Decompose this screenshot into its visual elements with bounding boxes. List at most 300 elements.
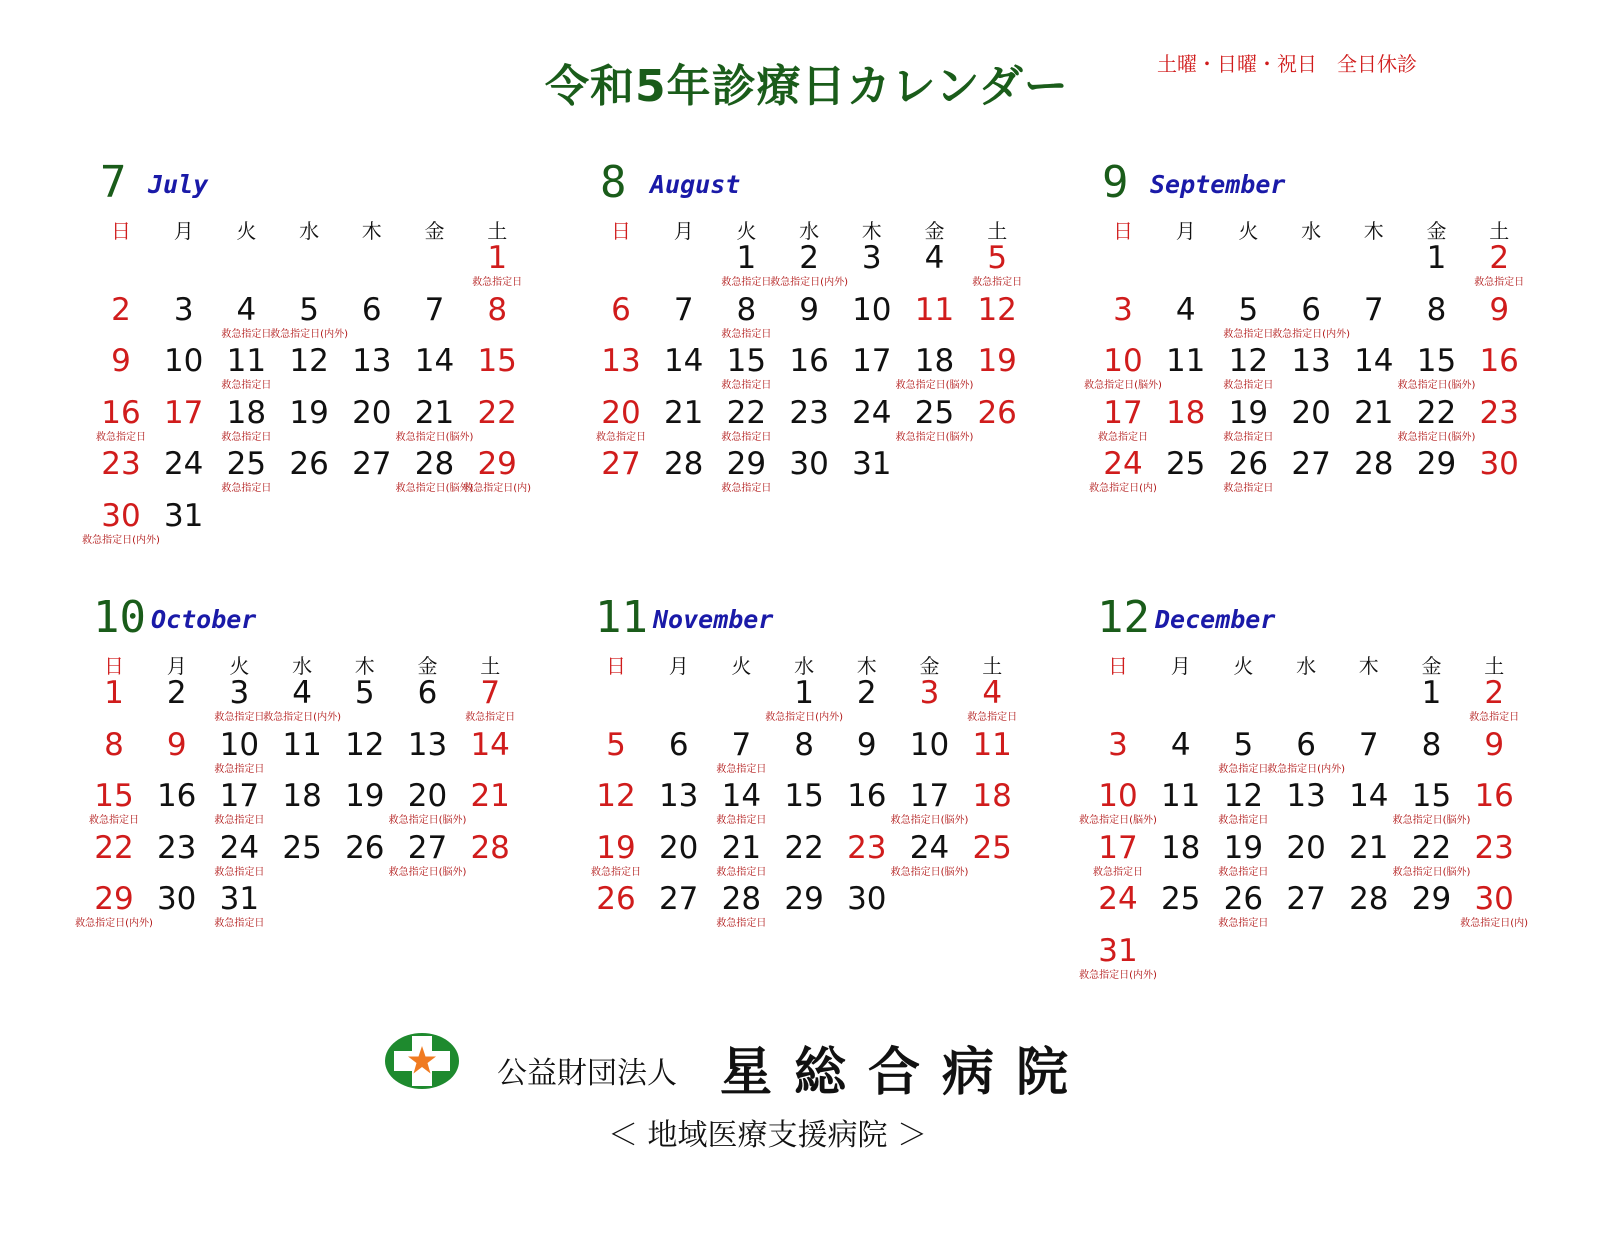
emergency-day-note: 救急指定日 [721, 277, 772, 288]
day-number: 21 [1354, 394, 1394, 431]
day-number: 23 [156, 829, 197, 866]
day-cell [715, 446, 777, 496]
day-number: 6 [668, 726, 689, 763]
day-number: 27 [352, 446, 392, 482]
day-cell [710, 830, 772, 880]
day-cell [770, 240, 848, 290]
day-cell [90, 446, 152, 496]
day-cell [1217, 343, 1279, 393]
month-name: October [151, 605, 257, 634]
day-number: 23 [1479, 394, 1519, 431]
month-name: November [653, 605, 774, 634]
day-number: 9 [1484, 726, 1505, 763]
day-number: 16 [1474, 778, 1514, 814]
day-number: 12 [596, 778, 636, 814]
day-number: 30 [789, 446, 829, 482]
day-number: 6 [361, 291, 382, 328]
weekday-label: 月 [1170, 654, 1191, 678]
emergency-day-note: 救急指定日 [472, 277, 523, 288]
emergency-day-note: 救急指定日 [596, 431, 646, 443]
day-number: 10 [1103, 343, 1143, 379]
day-cell [773, 830, 835, 880]
day-number: 6 [1296, 726, 1316, 763]
day-number: 4 [982, 675, 1003, 711]
day-cell [404, 343, 466, 393]
weekday-label: 木 [861, 219, 882, 243]
day-cell [895, 343, 974, 393]
day-number: 8 [794, 726, 814, 763]
day-number: 21 [663, 394, 704, 431]
day-cell [1212, 881, 1274, 931]
day-number: 12 [977, 291, 1017, 328]
day-cell [278, 395, 340, 445]
day-number: 31 [219, 881, 260, 917]
day-number: 15 [1416, 343, 1457, 379]
day-number: 13 [352, 343, 392, 379]
day-cell [1343, 292, 1405, 342]
day-number: 11 [282, 726, 322, 763]
day-number: 11 [972, 726, 1012, 763]
day-cell [341, 292, 403, 342]
day-number: 18 [914, 343, 955, 379]
day-number: 6 [611, 291, 631, 328]
emergency-day-note: 救急指定日 [591, 866, 641, 878]
day-number: 13 [407, 726, 448, 763]
day-number: 6 [417, 675, 438, 711]
day-number: 28 [414, 446, 455, 482]
emergency-day-note: 救急指定日(脳外) [1392, 866, 1471, 878]
emergency-day-note: 救急指定日 [96, 431, 146, 443]
day-number: 15 [94, 778, 134, 814]
day-number: 19 [977, 343, 1017, 379]
day-number: 20 [1286, 829, 1326, 866]
day-number: 17 [1103, 394, 1143, 431]
day-number: 8 [1421, 726, 1442, 763]
day-cell [715, 343, 777, 393]
day-cell [966, 343, 1028, 393]
day-cell [1280, 343, 1342, 393]
day-number: 19 [345, 778, 385, 814]
day-cell [1397, 343, 1476, 393]
day-cell [153, 498, 215, 548]
day-number: 10 [1098, 778, 1138, 814]
weekday-label: 日 [606, 654, 626, 678]
day-cell [899, 727, 961, 777]
month-name: July [148, 170, 209, 199]
weekday-label: 金 [424, 219, 445, 243]
weekday-label: 水 [794, 654, 815, 678]
day-number: 29 [477, 446, 517, 482]
day-number: 29 [1416, 446, 1457, 482]
day-number: 8 [104, 726, 124, 763]
day-cell [1397, 394, 1476, 445]
emergency-day-note: 救急指定日(内) [463, 483, 532, 494]
emergency-day-note: 救急指定日(内外) [770, 277, 848, 288]
day-number: 8 [1426, 291, 1447, 328]
day-number: 16 [156, 778, 197, 814]
emergency-day-note: 救急指定日 [1218, 815, 1269, 826]
day-cell [966, 292, 1028, 342]
day-number: 27 [1286, 881, 1326, 917]
day-cell [1087, 881, 1149, 931]
weekday-label: 火 [1238, 219, 1259, 243]
weekday-label: 日 [1113, 219, 1133, 243]
day-cell [1275, 881, 1337, 931]
day-number: 23 [101, 446, 141, 482]
day-number: 29 [1411, 881, 1452, 917]
emergency-day-note: 救急指定日 [1218, 866, 1269, 878]
day-number: 18 [226, 394, 267, 431]
day-number: 27 [658, 881, 699, 917]
day-number: 14 [663, 343, 704, 379]
emergency-day-note: 救急指定日 [214, 918, 265, 929]
day-cell [836, 727, 898, 777]
day-number: 11 [1160, 778, 1201, 814]
emergency-day-note: 救急指定日 [1223, 431, 1274, 443]
day-number: 20 [601, 394, 641, 431]
day-number: 7 [1363, 291, 1384, 328]
month-name: September [1150, 170, 1286, 199]
day-number: 1 [1426, 240, 1447, 276]
day-number: 5 [1238, 291, 1259, 328]
emergency-day-note: 救急指定日(内外) [1272, 328, 1350, 340]
day-number: 1 [487, 240, 508, 276]
day-number: 13 [658, 778, 699, 814]
day-cell [208, 778, 270, 828]
day-number: 20 [658, 829, 699, 866]
emergency-day-note: 救急指定日(内外) [1267, 763, 1345, 775]
weekday-label: 水 [799, 219, 820, 243]
day-cell [1392, 778, 1471, 828]
day-number: 17 [852, 343, 892, 379]
day-number: 17 [909, 778, 950, 814]
day-cell [404, 292, 466, 342]
day-number: 24 [163, 446, 204, 482]
day-number: 15 [784, 778, 824, 814]
day-cell [83, 830, 145, 880]
day-cell [1468, 292, 1530, 342]
day-number: 22 [1416, 394, 1457, 431]
emergency-day-note: 救急指定日(脳外) [890, 815, 969, 826]
day-number: 5 [987, 240, 1008, 276]
day-number: 7 [731, 726, 752, 763]
day-number: 16 [1479, 343, 1519, 379]
day-number: 23 [847, 829, 887, 866]
day-cell [836, 881, 898, 931]
day-number: 8 [487, 291, 508, 328]
day-number: 7 [424, 291, 445, 328]
weekday-label: 火 [236, 219, 257, 243]
day-cell [270, 291, 348, 342]
day-number: 29 [726, 446, 767, 482]
emergency-day-note: 救急指定日 [721, 328, 772, 340]
day-number: 28 [470, 829, 510, 866]
day-cell [590, 343, 652, 393]
weekday-label: 日 [104, 654, 124, 678]
day-number: 30 [1479, 446, 1519, 482]
month-header [595, 590, 1065, 650]
month-header [1097, 590, 1567, 650]
day-number: 7 [1358, 726, 1379, 763]
day-number: 11 [914, 291, 955, 328]
emergency-day-note: 救急指定日(内) [1460, 918, 1529, 929]
day-number: 24 [1098, 881, 1138, 917]
emergency-day-note: 救急指定日(脳外) [1079, 815, 1157, 826]
day-number: 19 [1228, 394, 1269, 431]
day-cell [208, 881, 270, 931]
day-number: 2 [799, 240, 819, 276]
day-cell [890, 829, 969, 880]
day-number: 5 [299, 291, 319, 328]
day-cell [459, 675, 521, 725]
weekday-label: 金 [924, 219, 945, 243]
day-cell [1272, 291, 1350, 342]
day-number: 13 [1286, 778, 1326, 814]
emergency-day-note: 救急指定日 [1223, 483, 1274, 494]
day-number: 9 [799, 291, 819, 328]
calendar-title: 令和5年診療日カレンダー [545, 61, 1069, 112]
emergency-day-note: 救急指定日 [716, 763, 767, 775]
day-cell [710, 881, 772, 931]
emergency-day-note: 救急指定日 [214, 763, 265, 775]
emergency-day-note: 救急指定日(内外) [82, 534, 160, 546]
day-cell [90, 343, 152, 393]
day-cell [459, 830, 521, 880]
day-number: 2 [1484, 675, 1505, 711]
day-cell [773, 881, 835, 931]
emergency-day-note: 救急指定日 [716, 918, 767, 929]
emergency-day-note: 救急指定日(内外) [263, 712, 341, 723]
emergency-day-note: 救急指定日(内外) [1079, 969, 1157, 981]
day-number: 25 [1160, 881, 1201, 917]
weekday-label: 月 [173, 219, 194, 243]
day-number: 24 [909, 829, 950, 866]
day-number: 3 [919, 675, 940, 711]
weekday-label: 月 [1175, 219, 1196, 243]
day-cell [1406, 446, 1468, 496]
day-cell [271, 778, 333, 828]
day-cell [83, 727, 145, 777]
day-number: 13 [601, 343, 641, 379]
emergency-day-note: 救急指定日 [214, 815, 265, 826]
weekday-label: 金 [1426, 219, 1447, 243]
month-number: 11 [595, 592, 648, 643]
month-header [600, 155, 1070, 215]
day-cell [395, 394, 474, 445]
weekday-label: 水 [1296, 654, 1317, 678]
day-number: 2 [1489, 240, 1510, 276]
day-cell [778, 292, 840, 342]
day-number: 20 [1291, 394, 1331, 431]
day-number: 21 [414, 394, 455, 431]
day-number: 30 [847, 881, 887, 917]
day-number: 17 [219, 778, 260, 814]
day-number: 20 [407, 778, 448, 814]
emergency-day-note: 救急指定日 [214, 712, 265, 723]
day-number: 9 [111, 343, 131, 379]
day-cell [463, 446, 532, 496]
hospital-logo [384, 1032, 460, 1090]
day-number: 24 [852, 394, 892, 431]
day-number: 10 [852, 291, 892, 328]
day-number: 22 [726, 394, 767, 431]
day-number: 31 [163, 497, 204, 534]
day-number: 4 [236, 291, 257, 328]
day-number: 23 [1474, 829, 1514, 866]
day-number: 27 [1291, 446, 1331, 482]
day-cell [1089, 446, 1157, 496]
day-number: 3 [861, 240, 882, 276]
day-number: 13 [1291, 343, 1331, 379]
emergency-day-note: 救急指定日(脳外) [895, 431, 974, 443]
day-number: 4 [1175, 291, 1196, 328]
month-number: 9 [1102, 157, 1129, 208]
weekday-label: 金 [1421, 654, 1442, 678]
day-number: 27 [407, 829, 448, 866]
day-number: 21 [1349, 829, 1389, 866]
emergency-day-note: 救急指定日(内外) [75, 918, 153, 929]
day-number: 5 [1233, 726, 1254, 763]
month-number: 8 [600, 157, 627, 208]
emergency-day-note: 救急指定日(脳外) [1397, 380, 1476, 391]
day-cell [208, 727, 270, 777]
emergency-day-note: 救急指定日(内外) [270, 328, 348, 340]
day-cell [1463, 778, 1525, 828]
emergency-day-note: 救急指定日 [1218, 763, 1269, 775]
day-number: 8 [736, 291, 757, 328]
day-number: 1 [794, 675, 814, 711]
day-cell [215, 446, 277, 496]
day-cell [590, 446, 652, 496]
month-july [82, 155, 570, 546]
day-cell [1468, 343, 1530, 393]
weekday-label: 日 [1108, 654, 1128, 678]
day-cell [715, 395, 777, 445]
emergency-day-note: 救急指定日 [221, 380, 272, 391]
day-cell [388, 829, 467, 880]
day-cell [1463, 727, 1525, 777]
day-number: 5 [606, 726, 626, 763]
day-cell [1406, 292, 1468, 342]
day-cell [1468, 395, 1530, 445]
emergency-day-note: 救急指定日(脳外) [395, 483, 474, 494]
day-cell [590, 292, 652, 342]
day-cell [966, 395, 1028, 445]
emergency-day-note: 救急指定日 [972, 277, 1023, 288]
weekday-label: 水 [1301, 219, 1322, 243]
day-number: 4 [292, 675, 312, 711]
day-number: 31 [852, 446, 892, 482]
day-number: 12 [345, 726, 385, 763]
day-number: 2 [856, 675, 877, 711]
emergency-day-note: 救急指定日 [721, 431, 772, 443]
day-number: 29 [784, 881, 824, 917]
day-cell [585, 727, 647, 777]
weekday-label: 木 [1358, 654, 1379, 678]
day-number: 15 [1411, 778, 1452, 814]
day-number: 14 [470, 726, 510, 763]
emergency-day-note: 救急指定日(脳外) [395, 431, 474, 443]
day-cell [778, 343, 840, 393]
day-cell [841, 240, 903, 290]
day-cell [710, 727, 772, 777]
day-number: 22 [784, 829, 824, 866]
day-number: 22 [1411, 829, 1452, 866]
day-number: 7 [673, 291, 694, 328]
day-number: 12 [1223, 778, 1264, 814]
day-cell [1217, 395, 1279, 445]
emergency-day-note: 救急指定日(脳外) [1397, 431, 1476, 443]
weekday-label: 金 [919, 654, 940, 678]
day-number: 31 [1098, 932, 1138, 969]
month-october [75, 590, 563, 929]
day-number: 19 [1223, 829, 1264, 866]
day-cell [1267, 726, 1345, 777]
day-number: 15 [726, 343, 767, 379]
emergency-day-note: 救急指定日 [465, 712, 516, 723]
emergency-day-note: 救急指定日 [721, 380, 772, 391]
day-number: 24 [1103, 446, 1143, 482]
day-number: 15 [477, 343, 517, 379]
emergency-day-note: 救急指定日 [1098, 431, 1148, 443]
day-cell [388, 778, 467, 828]
day-number: 9 [166, 726, 187, 763]
day-cell [1338, 727, 1400, 777]
day-number: 18 [972, 778, 1012, 814]
day-number: 20 [352, 394, 392, 431]
day-number: 22 [94, 829, 134, 866]
day-cell [778, 446, 840, 496]
day-cell [895, 394, 974, 445]
weekday-label: 火 [229, 654, 250, 678]
day-cell [710, 778, 772, 828]
day-cell [778, 395, 840, 445]
weekday-label: 水 [299, 219, 320, 243]
day-cell [278, 446, 340, 496]
day-cell [1460, 881, 1529, 931]
day-cell [1087, 727, 1149, 777]
month-name: August [650, 170, 741, 199]
day-number: 26 [1223, 881, 1264, 917]
day-number: 6 [1301, 291, 1321, 328]
emergency-day-note: 救急指定日(内) [1089, 483, 1157, 494]
emergency-day-note: 救急指定日(脳外) [895, 380, 974, 391]
weekday-label: 日 [111, 219, 131, 243]
emergency-day-note: 救急指定日 [1223, 328, 1274, 340]
day-cell [715, 292, 777, 342]
day-number: 25 [282, 829, 322, 866]
emergency-day-note: 救急指定日 [1093, 866, 1143, 878]
day-cell [459, 778, 521, 828]
day-number: 14 [414, 343, 455, 379]
day-cell [278, 343, 340, 393]
day-number: 7 [480, 675, 501, 711]
day-cell [83, 778, 145, 828]
day-cell [215, 395, 277, 445]
weekday-label: 水 [292, 654, 313, 678]
day-number: 27 [601, 446, 641, 482]
month-header [93, 590, 563, 650]
day-number: 2 [111, 291, 131, 328]
emergency-day-note: 救急指定日(脳外) [388, 866, 467, 878]
day-number: 30 [156, 881, 197, 917]
day-number: 24 [219, 829, 260, 866]
day-number: 18 [1160, 829, 1201, 866]
day-number: 29 [94, 881, 134, 917]
day-number: 14 [1354, 343, 1394, 379]
day-cell [1079, 932, 1157, 983]
day-cell [271, 830, 333, 880]
